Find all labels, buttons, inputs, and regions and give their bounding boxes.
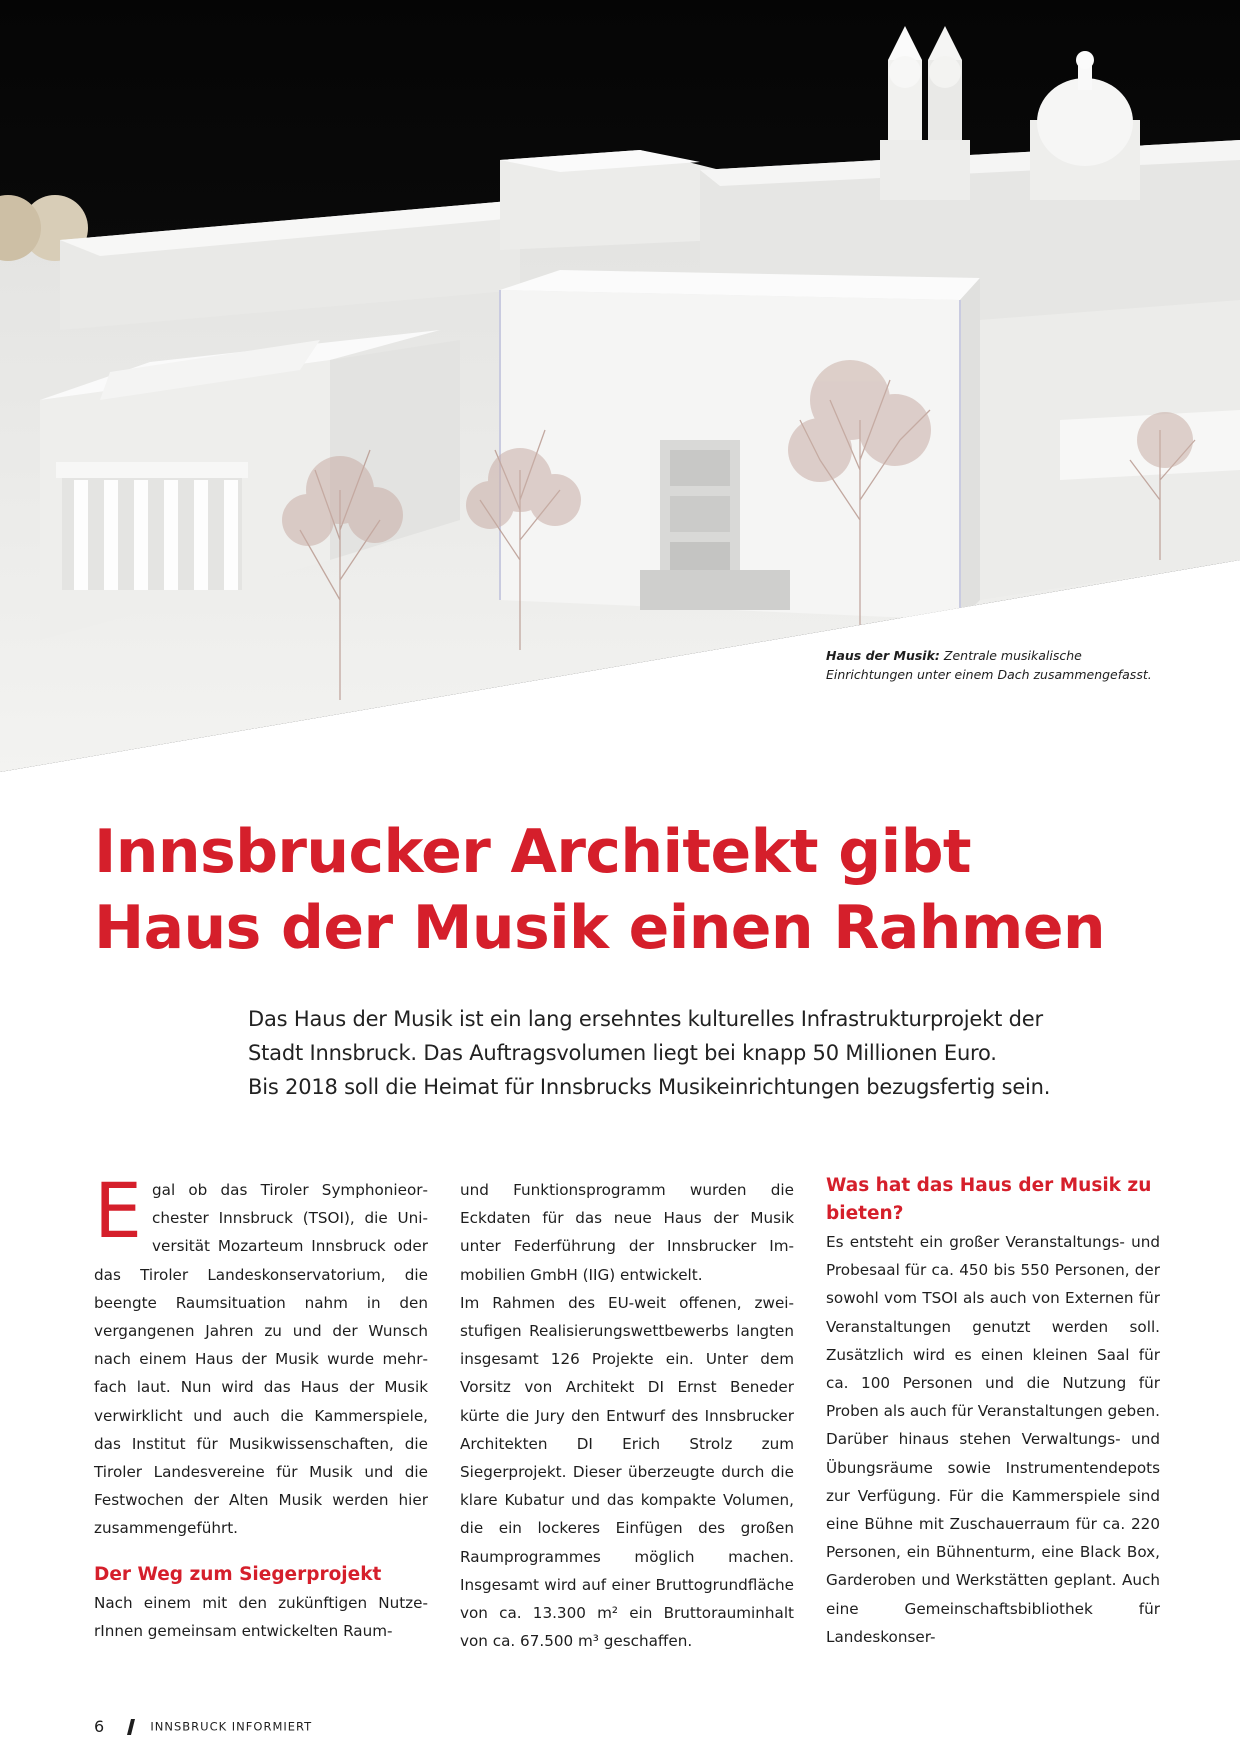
caption-title: Haus der Musik: xyxy=(826,648,940,663)
article-headline xyxy=(94,814,1105,966)
figure-caption xyxy=(826,646,1166,684)
body-column-1 xyxy=(94,1166,428,1645)
subhead-angebot: Was hat das Haus der Musik zu bieten? xyxy=(826,1175,1152,1224)
caption-text: Zentrale musikalische Einrichtungen unter einem Dach zusammengefasst. xyxy=(826,648,1152,682)
lead-line-2: Stadt Innsbruck. Das Auftragsvolumen liegt bei knapp 50 Millionen Euro. xyxy=(248,1041,997,1065)
paragraph-text: gal ob das Tiroler Symphonieorchester Innsbruck (TSOI), die Universität Mozarteum Innsbruck oder das Tiroler Landeskonservatorium, die beengte Raumsituation nahm in den vergangenen Jahren zu und der Wunsch nach einem Haus der Musik wurde mehrfach laut. Nun wird das Haus der Musik verwirklicht und auch die Kammerspiele, das Institut für Musikwissenschaften, die Tiroler Landesvereine für Musik und die Festwochen der Alten Musik werden hier zusammengeführt. xyxy=(94,1181,428,1538)
body-paragraph: Es entsteht ein großer Veranstaltungs- und Probesaal für ca. 450 bis 550 Personen, der sowohl vom TSOI als auch von Externen für Veranstaltungen genutzt werden soll. Zusätzlich wird es einen kleinen Saal für ca. 100 Personen und die Nutzung für Proben als auch für Veranstaltungen geben. Darüber hinaus stehen Verwaltungs- und Übungsräume sowie Instrumentendepots zur Verfügung. Für die Kammerspiele sind eine Bühne mit Zuschauerraum für ca. 220 Personen, ein Bühnenturm, eine Black Box, Garderoben und Werkstätten geplant. Auch eine Gemeinschaftsbibliothek für Landeskonser- xyxy=(826,1233,1160,1646)
article-lead xyxy=(248,1002,1148,1104)
body-paragraph: Im Rahmen des EU-weit offenen, zweistufigen Realisierungswettbewerbs langten insgesamt 126 Projekte ein. Unter dem Vorsitz von Architekt DI Ernst Beneder kürte die Jury den Entwurf des Innsbrucker Architekten DI Erich Strolz zum Siegerprojekt. Dieser überzeugte durch die klare Kubatur und das kompakte Volumen, die ein lockeres Einfügen des großen Raumprogrammes möglich machen. Insgesamt wird auf einer Bruttogrundfläche von ca. 13.300 m² ein Bruttorauminhalt von ca. 67.500 m³ geschaffen. xyxy=(460,1293,794,1651)
body-paragraph: Nach einem mit den zukünftigen NutzerInnen gemeinsam entwickelten Raum- xyxy=(94,1593,428,1640)
slash-divider xyxy=(127,1719,135,1735)
body-column-3 xyxy=(826,1176,1160,1651)
page-number: 6 xyxy=(94,1717,105,1736)
body-column-2 xyxy=(460,1176,794,1655)
lead-line-3: Bis 2018 soll die Heimat für Innsbrucks Musikeinrichtungen bezugsfertig sein. xyxy=(248,1075,1051,1099)
subhead-siegerprojekt: Der Weg zum Siegerprojekt xyxy=(94,1563,382,1585)
headline-line-2: Haus der Musik einen Rahmen xyxy=(94,893,1106,963)
page-footer xyxy=(94,1716,312,1740)
lead-line-1: Das Haus der Musik ist ein lang ersehntes kulturelles Infrastrukturprojekt der xyxy=(248,1007,1043,1031)
body-paragraph xyxy=(94,1166,428,1543)
body-paragraph: und Funktionsprogramm wurden die Eckdaten für das neue Haus der Musik unter Federführung der Innsbrucker Immobilien GmbH (IIG) entwickelt. xyxy=(460,1181,794,1284)
magazine-name: INNSBRUCK INFORMIERT xyxy=(150,1719,313,1734)
drop-cap: E xyxy=(94,1166,143,1255)
headline-line-1: Innsbrucker Architekt gibt xyxy=(94,817,972,887)
